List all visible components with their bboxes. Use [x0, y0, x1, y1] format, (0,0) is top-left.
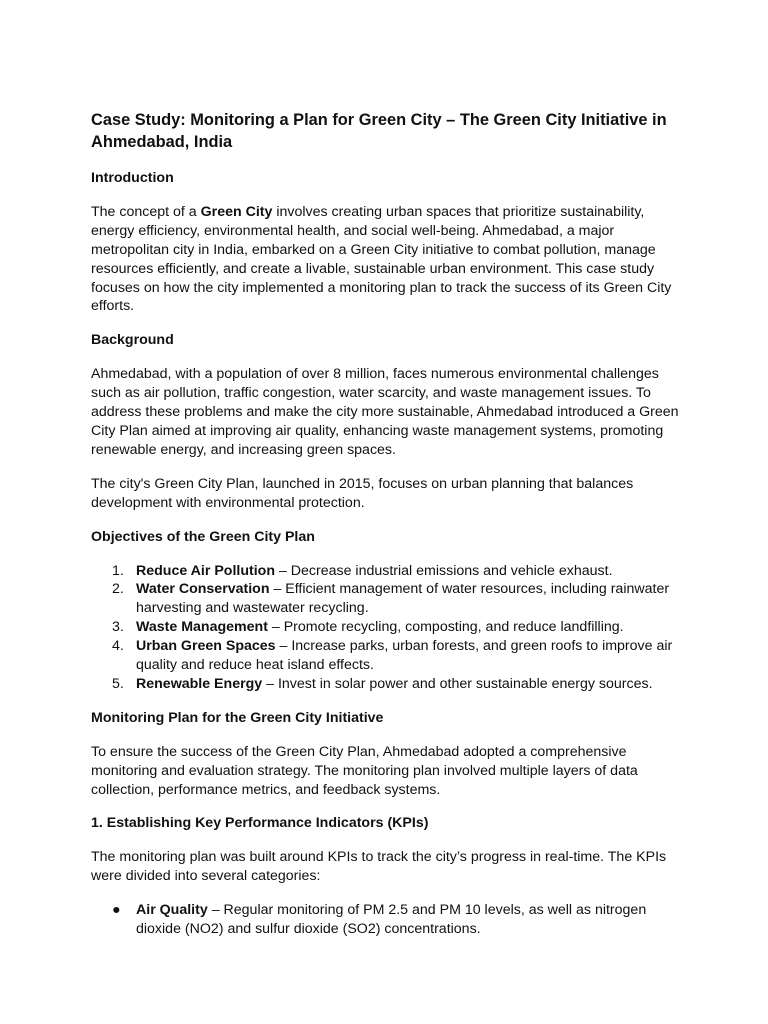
intro-text-after: involves creating urban spaces that prioritize sustainability, energy efficiency, environmental health, and social well-being. Ahmedabad, a major metropolitan city in India, embarked on a Green City initiative to combat pollution, manage resources efficiently, and create a livable, sustainable urban environment. This case study focuses on how the city implemented a monitoring plan to track the success of its Green City efforts.: [91, 203, 672, 315]
list-item: [91, 580, 691, 618]
list-item-title: Urban Green Spaces: [136, 638, 276, 655]
section-heading-monitoring: Monitoring Plan for the Green City Initiative: [91, 709, 384, 726]
list-item: [91, 618, 691, 637]
list-item-text: – Increase parks, urban forests, and green roofs to improve air quality and reduce heat island effects.: [136, 638, 673, 674]
monitoring-paragraph: To ensure the success of the Green City Plan, Ahmedabad adopted a comprehensive monitoring and evaluation strategy. The monitoring plan involved multiple layers of data collection, performance metrics, and feedback systems.: [91, 743, 638, 798]
list-number: 3.: [112, 619, 124, 636]
section-heading-introduction: Introduction: [91, 170, 174, 186]
list-number: 1.: [112, 562, 124, 579]
section-heading-background: Background: [91, 332, 174, 349]
list-item-title: Waste Management: [136, 619, 268, 636]
list-item-title: Reduce Air Pollution: [136, 562, 275, 579]
document-page: [91, 110, 691, 954]
kpis-bullet-list: [91, 901, 691, 939]
bullet-icon: ●: [112, 902, 121, 919]
background-paragraph-1: Ahmedabad, with a population of over 8 million, faces numerous environmental challenges such as air pollution, traffic congestion, water scarcity, and waste management issues. To address these problems and make the city more sustainable, Ahmedabad introduced a Green City Plan aimed at improving air quality, enhancing waste management systems, promoting renewable energy, and increasing green spaces.: [91, 366, 679, 458]
list-number: 5.: [112, 675, 124, 692]
document-title: Case Study: Monitoring a Plan for Green City – The Green City Initiative in Ahmedabad, India: [91, 111, 667, 151]
list-item: [91, 901, 691, 939]
list-item-text: – Efficient management of water resources, including rainwater harvesting and wastewater recycling.: [136, 581, 670, 617]
list-item: [91, 675, 691, 694]
list-item-text: – Invest in solar power and other sustainable energy sources.: [262, 675, 653, 692]
list-item-title: Air Quality: [136, 902, 208, 919]
list-number: 2.: [112, 581, 124, 598]
list-item: [91, 637, 691, 675]
objectives-list: [91, 562, 691, 694]
intro-text-before: The concept of a: [91, 203, 201, 220]
introduction-paragraph: [91, 203, 691, 316]
list-item-title: Renewable Energy: [136, 675, 263, 692]
list-item-title: Water Conservation: [136, 581, 270, 598]
list-item: [91, 562, 691, 581]
list-item-text: – Promote recycling, composting, and reduce landfilling.: [267, 619, 624, 636]
section-heading-objectives: Objectives of the Green City Plan: [91, 528, 315, 545]
list-number: 4.: [112, 638, 124, 655]
background-paragraph-2: The city's Green City Plan, launched in 2015, focuses on urban planning that balances development with environmental protection.: [91, 475, 634, 511]
list-item-text: – Regular monitoring of PM 2.5 and PM 10 levels, as well as nitrogen dioxide (NO2) and sulfur dioxide (SO2) concentrations.: [136, 902, 647, 938]
intro-text-bold: Green City: [200, 203, 273, 220]
list-item-text: – Decrease industrial emissions and vehicle exhaust.: [275, 562, 613, 579]
kpis-paragraph: The monitoring plan was built around KPIs to track the city’s progress in real-time. The KPIs were divided into several categories:: [91, 849, 667, 885]
section-heading-kpis: 1. Establishing Key Performance Indicators (KPIs): [91, 815, 429, 832]
